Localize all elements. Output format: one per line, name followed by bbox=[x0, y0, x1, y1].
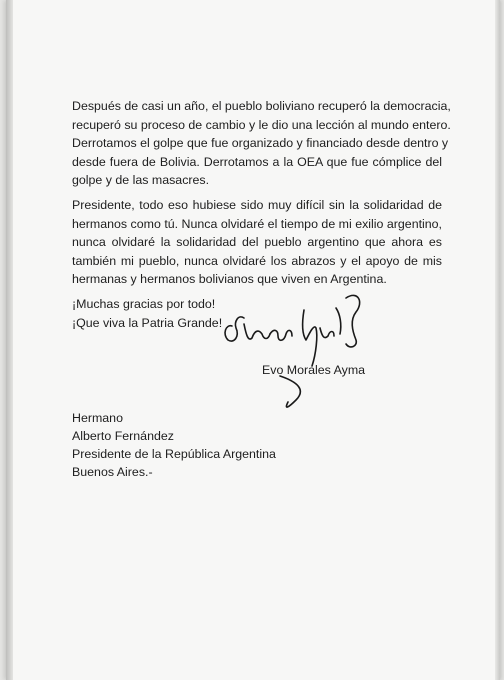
recipient-line: Buenos Aires.- bbox=[72, 465, 153, 479]
paragraph-1-line: desde fuera de Bolivia. Derrotamos a la OEA que fue cómplice del bbox=[72, 154, 442, 169]
recipient-block bbox=[72, 409, 276, 481]
paragraph-2-line: hermanos como tú. Nunca olvidaré el tiempo de mi exilio argentino, bbox=[72, 216, 442, 231]
paragraph-2-line: hermanas y hermanos bolivianos que viven en Argentina. bbox=[72, 272, 387, 287]
paragraph-2 bbox=[72, 196, 442, 289]
closing-lines bbox=[72, 295, 222, 332]
paragraph-2-line: Presidente, todo eso hubiese sido muy difícil sin la solidaridad de bbox=[72, 198, 442, 212]
signatory-name: Evo Morales Ayma bbox=[262, 363, 366, 377]
recipient-line: Hermano bbox=[72, 411, 123, 425]
paragraph-1-line: golpe y de las masacres. bbox=[72, 173, 210, 188]
paragraph-2-line: también mi pueblo, nunca olvidaré los abrazos y el apoyo de mis bbox=[72, 253, 442, 268]
page-shadow-right bbox=[495, 0, 500, 680]
paragraph-1-line: recuperó su proceso de cambio y le dio una lección al mundo entero. bbox=[72, 117, 451, 132]
paragraph-1-line: Después de casi un año, el pueblo boliviano recuperó la democracia, bbox=[72, 99, 451, 113]
recipient-line: Alberto Fernández bbox=[72, 429, 174, 443]
closing-line: ¡Muchas gracias por todo! bbox=[72, 297, 216, 311]
handwritten-signature bbox=[218, 284, 368, 414]
paragraph-2-line: nunca olvidaré la solidaridad del pueblo argentino que ahora es bbox=[72, 235, 442, 250]
paragraph-1 bbox=[72, 97, 451, 190]
paragraph-1-line: Derrotamos el golpe que fue organizado y financiado desde dentro y bbox=[72, 136, 449, 151]
recipient-line: Presidente de la República Argentina bbox=[72, 447, 276, 461]
closing-line: ¡Que viva la Patria Grande! bbox=[72, 315, 223, 330]
page-shadow-left bbox=[6, 0, 13, 680]
